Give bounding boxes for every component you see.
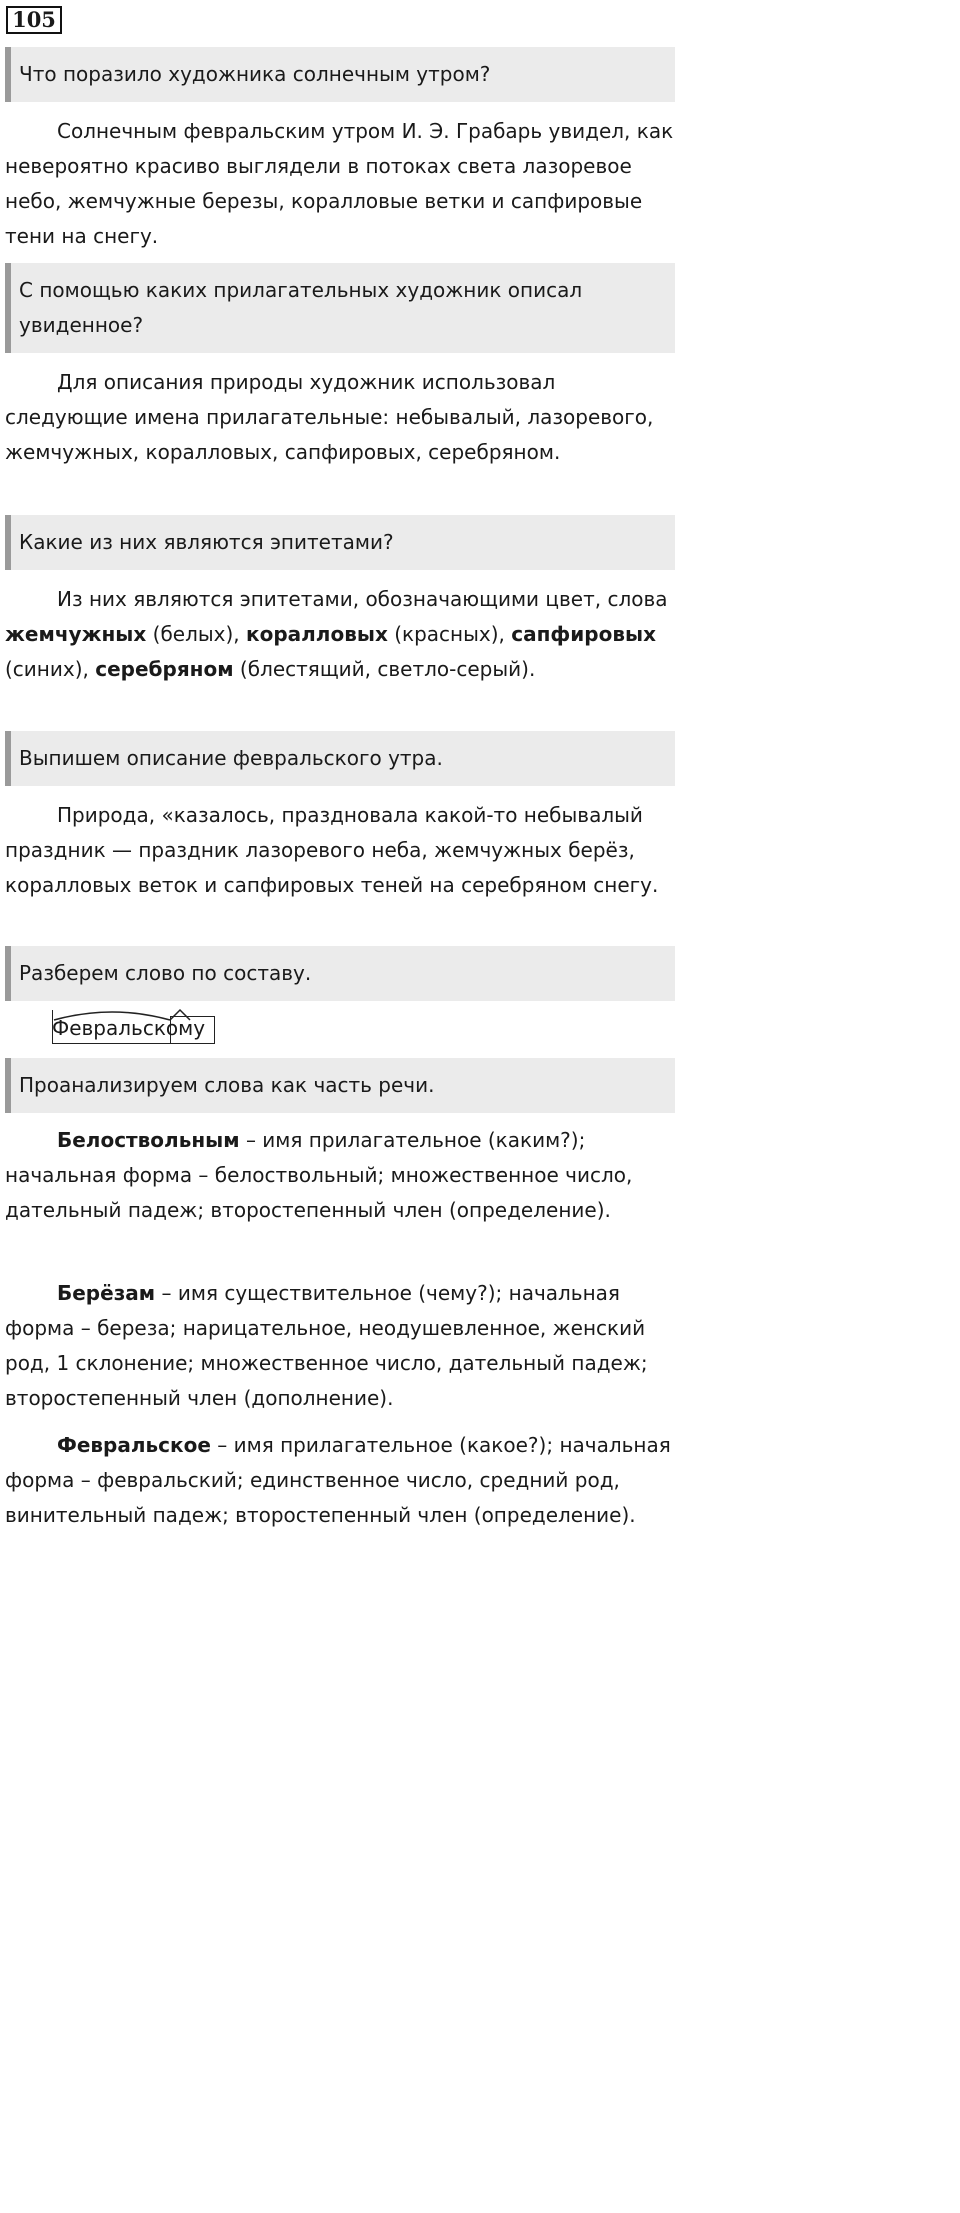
analysis-3-word: Февральское	[57, 1433, 211, 1457]
question-5-text: Разберем слово по составу.	[19, 961, 312, 985]
question-5	[5, 946, 675, 1001]
question-6	[5, 1058, 675, 1113]
morph-word: Февральскому	[52, 1016, 206, 1040]
analysis-1	[5, 1123, 675, 1228]
epithet-2: коралловых	[246, 622, 388, 646]
epithet-4: серебряном	[95, 657, 234, 681]
exercise-number: 105	[6, 6, 62, 34]
question-3	[5, 515, 675, 570]
analysis-2-word: Берёзам	[57, 1281, 156, 1305]
answer-3-part-3: (красных),	[387, 622, 512, 646]
answer-1-text: Солнечным февральским утром И. Э. Грабарь увидел, как невероятно красиво выглядели в потоках света лазоревое небо, жемчужные березы, коралловые ветки и сапфировые тени на снегу.	[5, 119, 674, 248]
question-1	[5, 47, 675, 102]
epithet-3: сапфировых	[511, 622, 656, 646]
question-4	[5, 731, 675, 786]
analysis-1-text: – имя прилагательное (каким?); начальная форма – белоствольный; множественное число, дательный падеж; второстепенный член (определение).	[5, 1128, 633, 1222]
answer-3-part-2: (белых),	[146, 622, 247, 646]
word-structure-diagram	[52, 1006, 252, 1046]
answer-3-part-5: (блестящий, светло-серый).	[233, 657, 536, 681]
answer-3	[5, 582, 675, 687]
answer-3-part-1: Из них являются эпитетами, обозначающими цвет, слова	[57, 587, 668, 611]
answer-1	[5, 114, 675, 254]
analysis-2	[5, 1276, 675, 1416]
analysis-1-word: Белоствольным	[57, 1128, 240, 1152]
question-4-text: Выпишем описание февральского утра.	[19, 746, 443, 770]
question-2-text: С помощью каких прилагательных художник описал увиденное?	[19, 278, 583, 337]
analysis-3	[5, 1428, 675, 1533]
answer-2-text: Для описания природы художник использовал следующие имена прилагательные: небывалый, лазоревого, жемчужных, коралловых, сапфировых, серебряном.	[5, 370, 654, 464]
question-6-text: Проанализируем слова как часть речи.	[19, 1073, 435, 1097]
epithet-1: жемчужных	[5, 622, 147, 646]
answer-3-part-4: (синих),	[5, 657, 96, 681]
answer-4-text: Природа, «казалось, праздновала какой-то небывалый праздник — праздник лазоревого неба, жемчужных берёз, коралловых веток и сапфировых теней на серебряном снегу.	[5, 803, 659, 897]
answer-2	[5, 365, 675, 470]
question-3-text: Какие из них являются эпитетами?	[19, 530, 394, 554]
question-1-text: Что поразило художника солнечным утром?	[19, 62, 491, 86]
analysis-3-text: – имя прилагательное (какое?); начальная форма – февральский; единственное число, средний род, винительный падеж; второстепенный член (определение).	[5, 1433, 671, 1527]
analysis-2-text: – имя существительное (чему?); начальная форма – береза; нарицательное, неодушевленное, женский род, 1 склонение; множественное число, дательный падеж; второстепенный член (дополнение).	[5, 1281, 648, 1410]
question-2	[5, 263, 675, 353]
answer-4	[5, 798, 675, 903]
